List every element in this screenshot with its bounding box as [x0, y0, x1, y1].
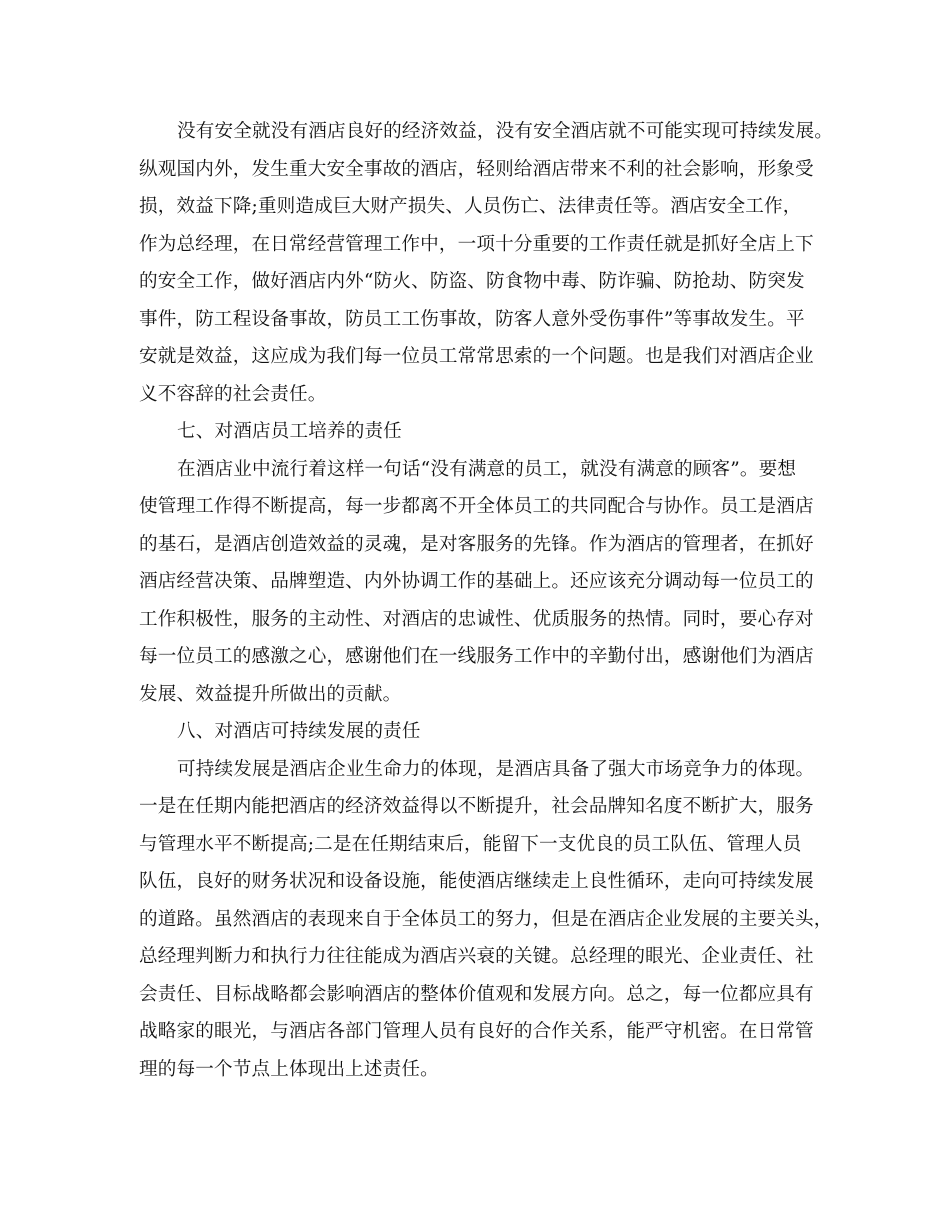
- section-heading-7: 七、对酒店员工培养的责任: [177, 421, 402, 442]
- paragraph-line: 没有安全就没有酒店良好的经济效益，没有安全酒店就不可能实现可持续发展。: [177, 121, 834, 142]
- paragraph-line: 可持续发展是酒店企业生命力的体现，是酒店具备了强大市场竞争力的体现。: [177, 758, 815, 780]
- paragraph-line: 的安全工作，做好酒店内外“防火、防盗、防食物中毒、防诈骗、防抢劫、防突发: [139, 271, 805, 292]
- paragraph-line: 损，效益下降;重则造成巨大财产损失、人员伤亡、法律责任等。酒店安全工作，: [139, 196, 802, 217]
- paragraph-line: 发展、效益提升所做出的贡献。: [139, 683, 402, 705]
- paragraph-line: 每一位员工的感激之心，感谢他们在一线服务工作中的辛勤付出，感谢他们为酒店: [139, 646, 814, 667]
- paragraph-line: 的道路。虽然酒店的表现来自于全体员工的努力，但是在酒店企业发展的主要关头，: [139, 908, 833, 930]
- paragraph-line: 事件，防工程设备事故，防员工工伤事故，防客人意外受伤事件”等事故发生。平: [139, 308, 805, 330]
- paragraph-line: 理的每一个节点上体现出上述责任。: [139, 1058, 439, 1080]
- paragraph-line: 在酒店业中流行着这样一句话“没有满意的员工，就没有满意的顾客”。要想: [177, 458, 797, 480]
- paragraph-line: 作为总经理，在日常经营管理工作中，一项十分重要的工作责任就是抓好全店上下: [139, 233, 814, 255]
- paragraph-line: 总经理判断力和执行力往往能成为酒店兴衰的关键。总经理的眼光、企业责任、社: [139, 946, 814, 967]
- paragraph-line: 纵观国内外，发生重大安全事故的酒店，轻则给酒店带来不利的社会影响，形象受: [139, 158, 814, 180]
- paragraph-line: 酒店经营决策、品牌塑造、内外协调工作的基础上。还应该充分调动每一位员工的: [139, 571, 814, 592]
- section-heading-8: 八、对酒店可持续发展的责任: [177, 721, 421, 742]
- body-text: [139, 113, 834, 1088]
- paragraph-line: 使管理工作得不断提高，每一步都离不开全体员工的共同配合与协作。员工是酒店: [139, 496, 814, 517]
- paragraph-line: 与管理水平不断提高;二是在任期结束后，能留下一支优良的员工队伍、管理人员: [139, 833, 802, 855]
- paragraph-line: 工作积极性，服务的主动性、对酒店的忠诚性、优质服务的热情。同时，要心存对: [139, 608, 814, 630]
- paragraph-line: 的基石，是酒店创造效益的灵魂，是对客服务的先锋。作为酒店的管理者，在抓好: [139, 533, 814, 555]
- paragraph-line: 安就是效益，这应成为我们每一位员工常常思索的一个问题。也是我们对酒店企业: [139, 346, 814, 367]
- paragraph-line: 义不容辞的社会责任。: [139, 383, 327, 405]
- paragraph-line: 会责任、目标战略都会影响酒店的整体价值观和发展方向。总之，每一位都应具有: [139, 983, 814, 1005]
- paragraph-line: 战略家的眼光，与酒店各部门管理人员有良好的合作关系，能严守机密。在日常管: [139, 1021, 814, 1042]
- paragraph-line: 一是在任期内能把酒店的经济效益得以不断提升，社会品牌知名度不断扩大，服务: [139, 796, 814, 817]
- paragraph-line: 队伍，良好的财务状况和设备设施，能使酒店继续走上良性循环，走向可持续发展: [139, 871, 814, 892]
